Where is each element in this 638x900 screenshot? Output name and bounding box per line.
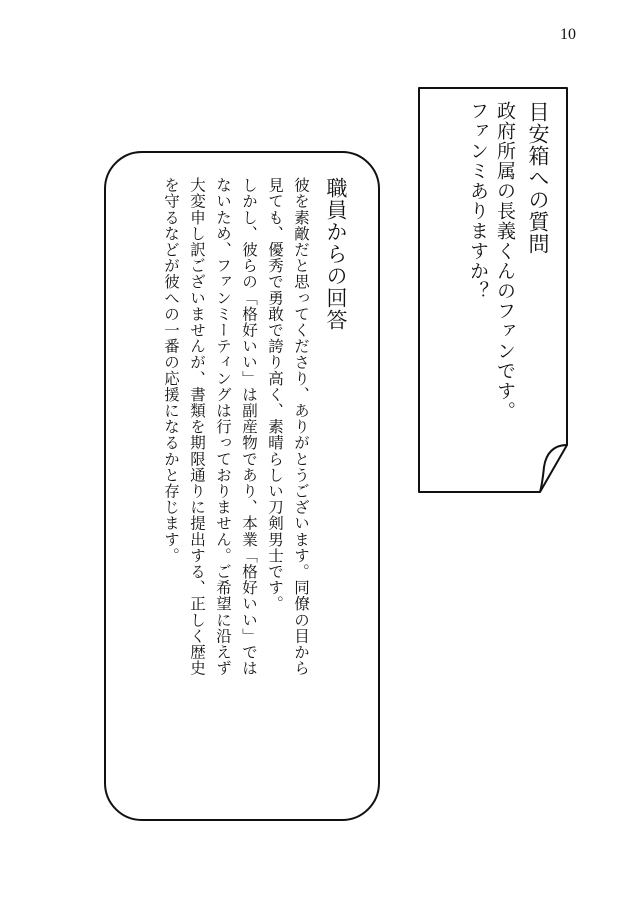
answer-text [158, 177, 350, 797]
answer-line: しかし、彼らの「格好いい」は副産物であり、本業「格好いい」では [240, 177, 258, 677]
question-body [464, 101, 518, 481]
question-line: 政府所属の長義くんのファンです。 [494, 101, 516, 421]
question-text [464, 101, 552, 481]
answer-line: を守るなどが彼への一番の応援になるかと存じます。 [162, 177, 180, 564]
answer-box [104, 151, 380, 821]
question-title: 目安箱への質問 [526, 101, 550, 255]
answer-body [158, 177, 314, 797]
question-note [418, 87, 568, 493]
page-number: 10 [560, 26, 576, 43]
answer-line: ないため、ファンミーティングは行っておりません。ご希望に沿えず [214, 177, 232, 677]
answer-line: 彼を素敵だと思ってくださり、ありがとうございます。同僚の目から [292, 177, 310, 677]
answer-title: 職員からの回答 [324, 177, 348, 331]
answer-line: 見ても、優秀で勇敢で誇り高く、素晴らしい刀剣男士です。 [266, 177, 284, 612]
answer-line: 大変申し訳ございませんが、書類を期限通りに提出する、正しく歴史 [188, 177, 206, 677]
question-line: ファンミありますか？ [467, 101, 489, 301]
